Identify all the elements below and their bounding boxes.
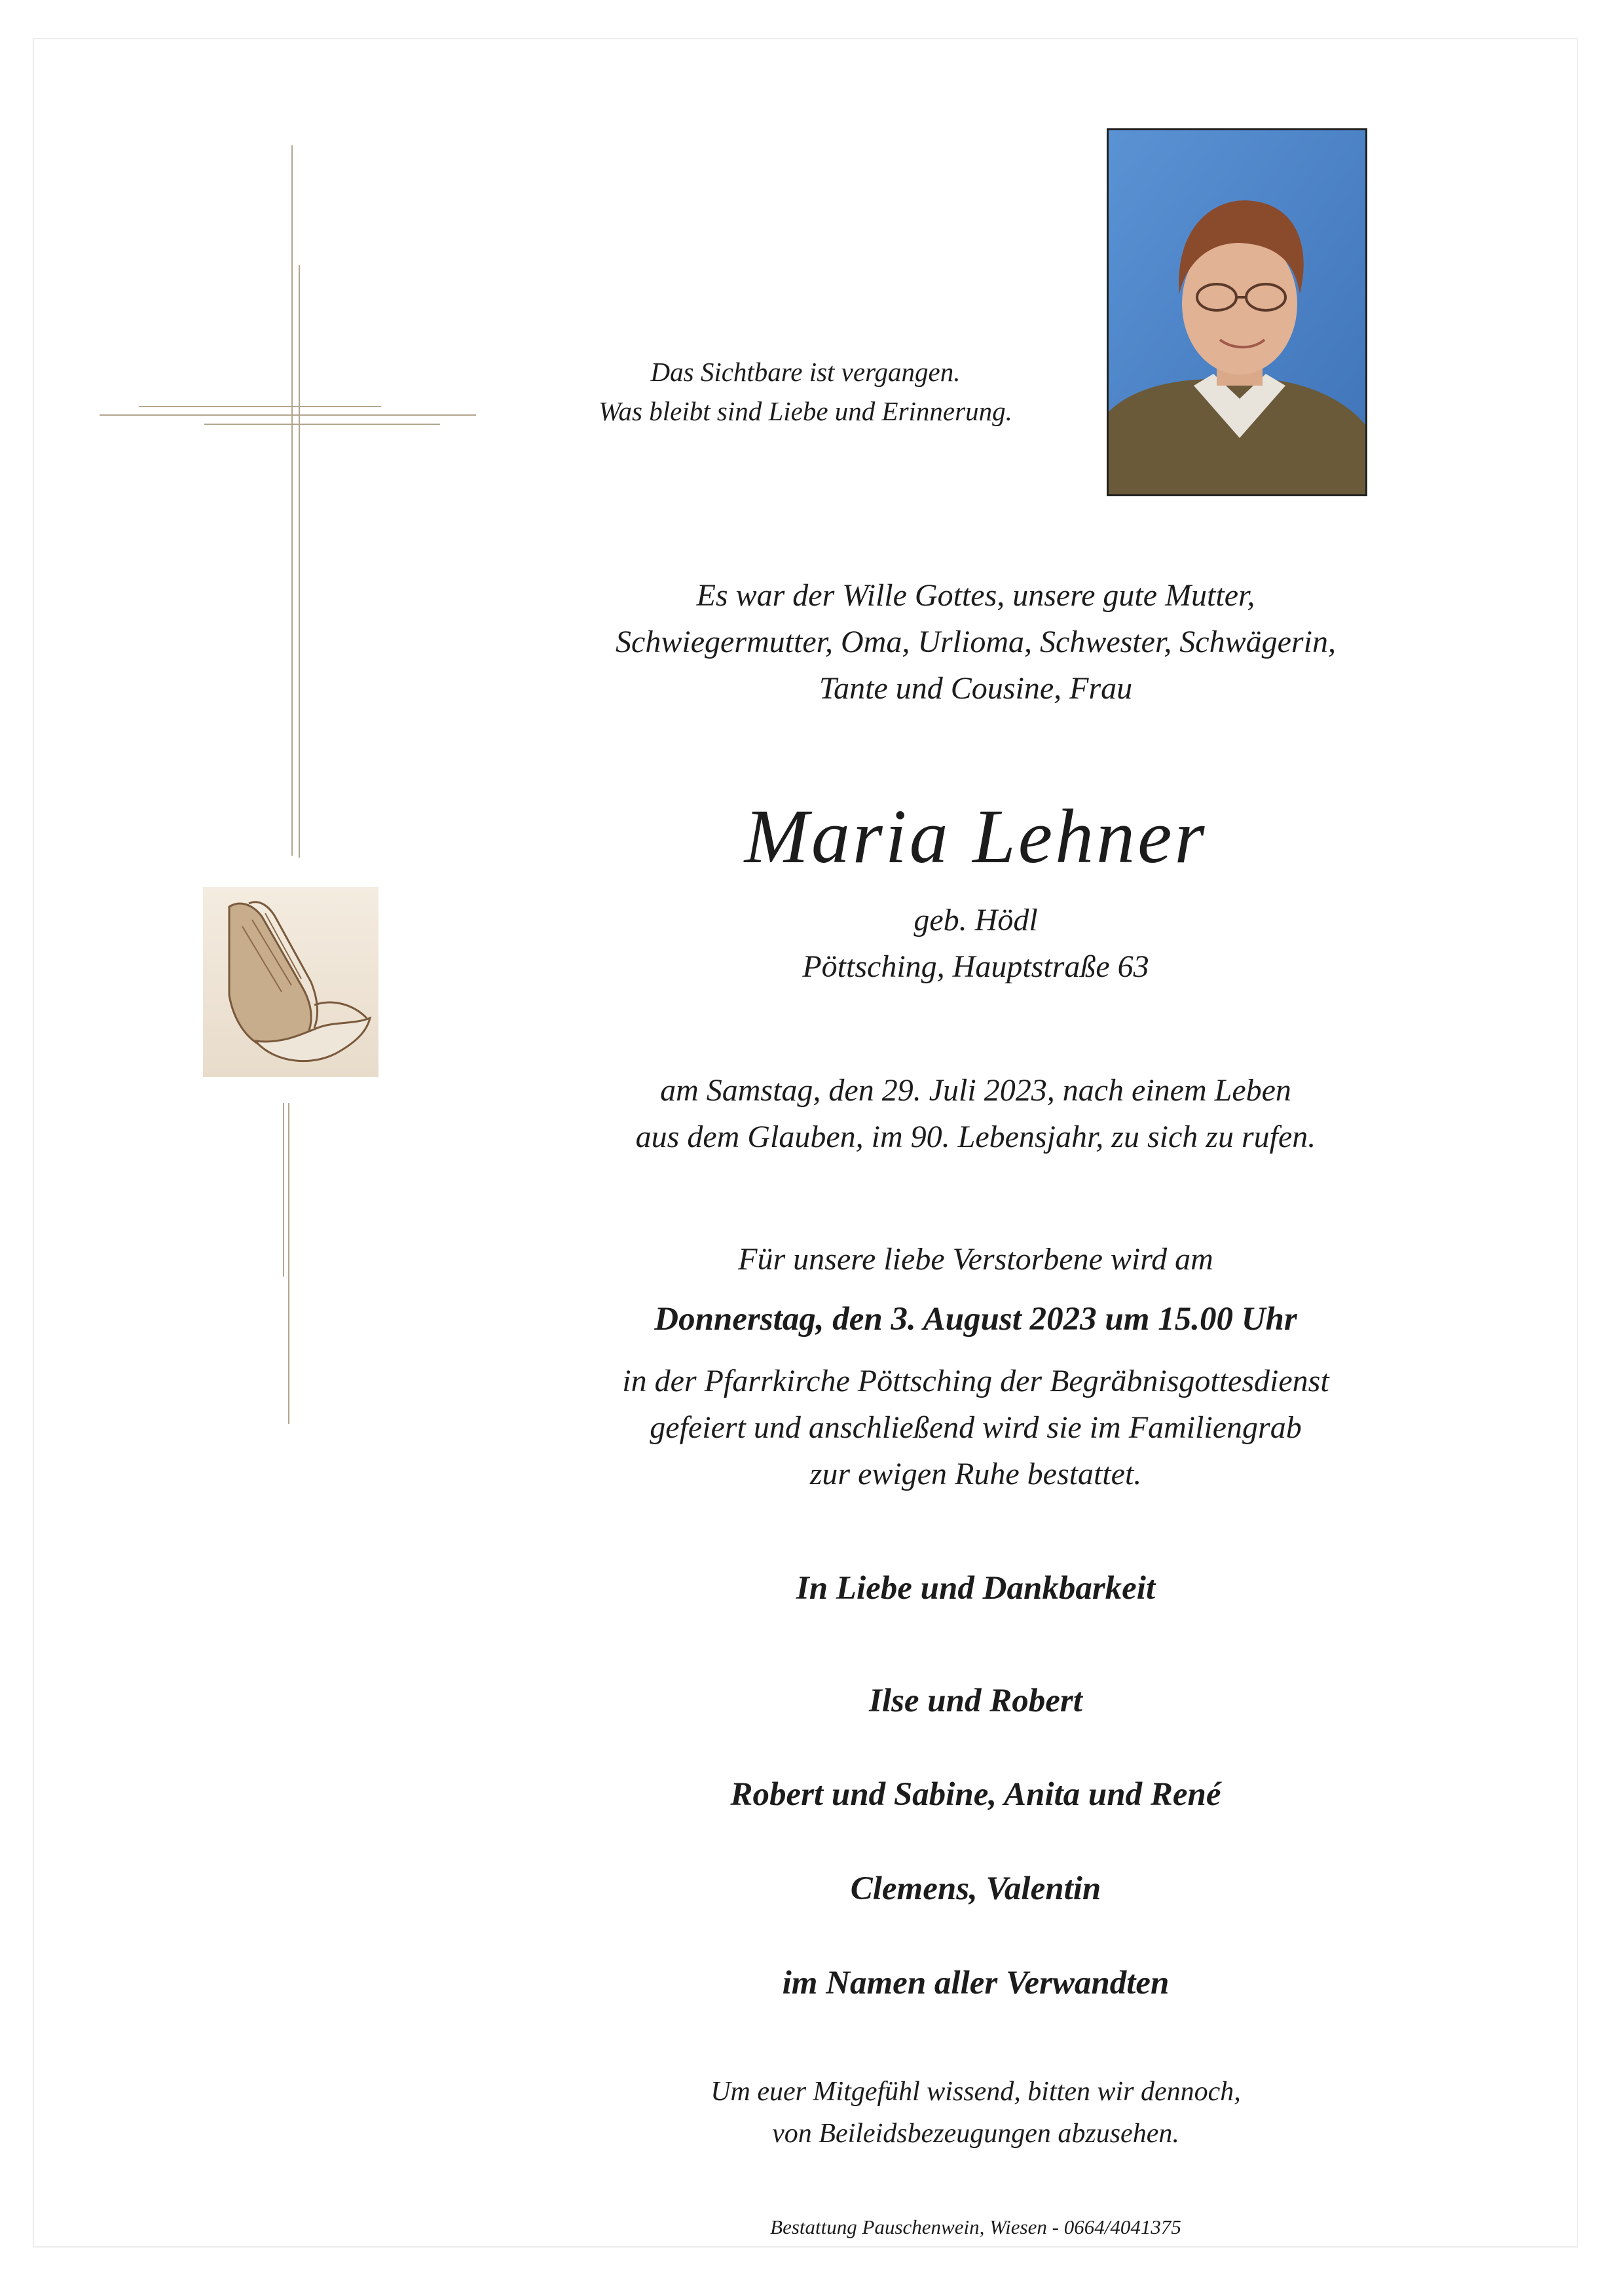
intro-line: Es war der Wille Gottes, unsere gute Mutter, bbox=[696, 578, 1255, 613]
funeral-details bbox=[563, 1358, 1388, 1497]
funeral-intro: Für unsere liebe Verstorbene wird am bbox=[738, 1242, 1213, 1277]
mourners-group: im Namen aller Verwandten bbox=[782, 1965, 1170, 2001]
quote bbox=[550, 352, 1061, 431]
funeral-line: gefeiert und anschließend wird sie im Familiengrab bbox=[650, 1410, 1302, 1445]
death-notice bbox=[563, 1067, 1388, 1160]
quote-line: Was bleibt sind Liebe und Erinnerung. bbox=[599, 396, 1012, 426]
deceased-name: Maria Lehner bbox=[744, 793, 1208, 879]
funeral-line: zur ewigen Ruhe bestattet. bbox=[809, 1457, 1142, 1491]
mourners-heading: In Liebe und Dankbarkeit bbox=[796, 1570, 1156, 1607]
birth-name: geb. Hödl bbox=[913, 903, 1038, 938]
deceased-details bbox=[563, 897, 1388, 990]
quote-line: Das Sichtbare ist vergangen. bbox=[650, 357, 961, 387]
mourners-group: Robert und Sabine, Anita und René bbox=[730, 1776, 1221, 1813]
funeral-date: Donnerstag, den 3. August 2023 um 15.00 Uhr bbox=[654, 1301, 1297, 1338]
praying-hands-icon bbox=[203, 887, 378, 1077]
undertaker-footer: Bestattung Pauschenwein, Wiesen - 0664/4041375 bbox=[770, 2215, 1181, 2238]
note-line: Um euer Mitgefühl wissend, bitten wir dennoch, bbox=[710, 2077, 1241, 2107]
funeral-line: in der Pfarrkirche Pöttsching der Begräbnisgottesdienst bbox=[622, 1364, 1329, 1398]
death-line: aus dem Glauben, im 90. Lebensjahr, zu sich zu rufen. bbox=[635, 1120, 1316, 1154]
condolence-note bbox=[563, 2071, 1388, 2155]
intro-text bbox=[563, 572, 1388, 712]
intro-line: Tante und Cousine, Frau bbox=[819, 671, 1133, 706]
mourners-group: Ilse und Robert bbox=[869, 1683, 1082, 1719]
address: Pöttsching, Hauptstraße 63 bbox=[802, 949, 1149, 984]
death-line: am Samstag, den 29. Juli 2023, nach einem Leben bbox=[660, 1073, 1291, 1108]
note-line: von Beileidsbezeugungen abzusehen. bbox=[772, 2119, 1179, 2149]
intro-line: Schwiegermutter, Oma, Urlioma, Schwester, Schwägerin, bbox=[616, 625, 1336, 659]
mourners-group: Clemens, Valentin bbox=[850, 1870, 1101, 1907]
portrait-photo bbox=[1107, 128, 1367, 496]
